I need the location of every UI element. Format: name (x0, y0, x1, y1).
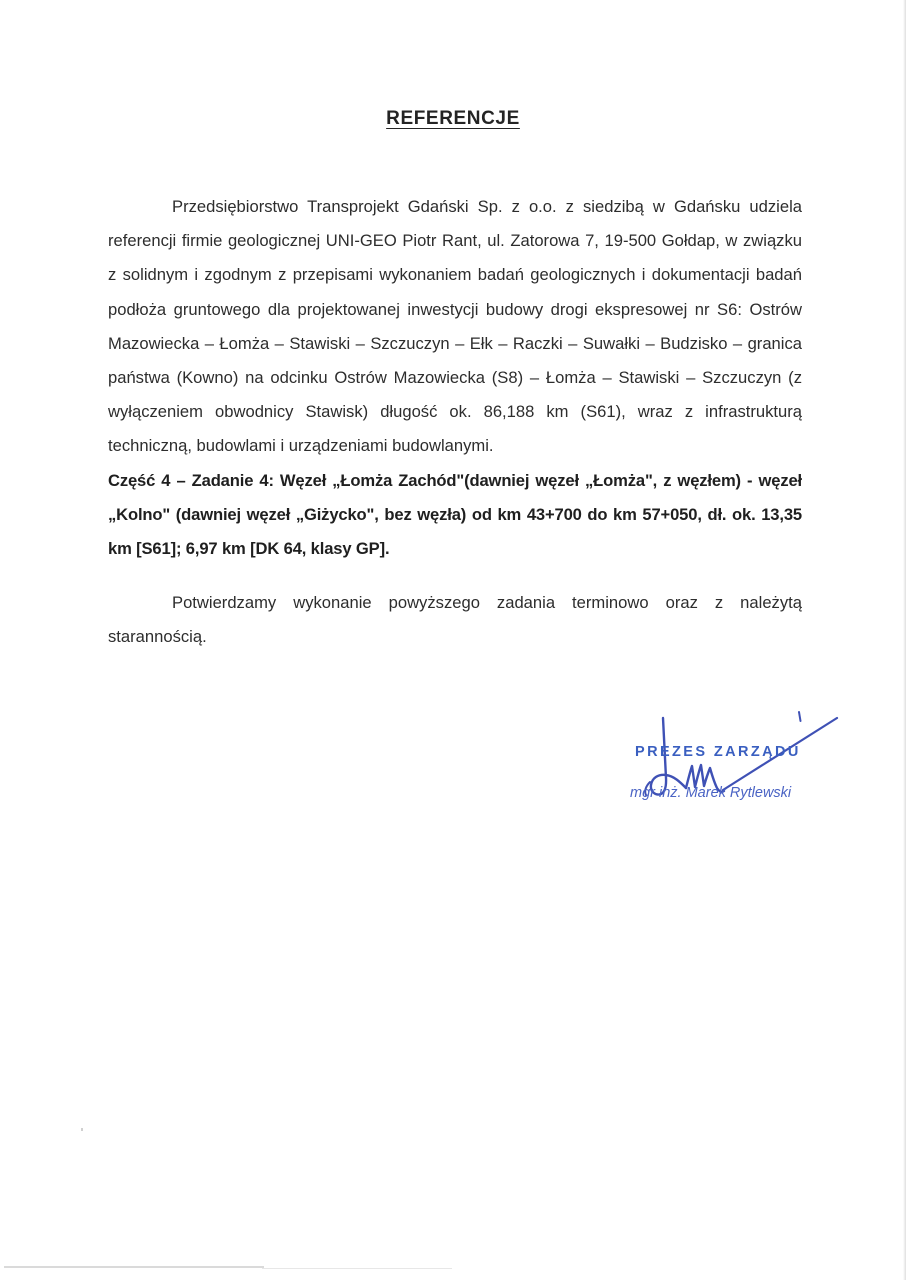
paragraph-scope: Część 4 – Zadanie 4: Węzeł „Łomża Zachód"(dawniej węzeł „Łomża", z węzłem) - węzeł „Kolno" (dawniej węzeł „Giżycko", bez węzła) od km 43+700 do km 57+050, dł. ok. 13,35 km [S61]; 6,97 km [DK 64, klasy GP]. (108, 470, 802, 559)
scan-edge-bottom (4, 1266, 264, 1268)
paragraph-closing: Potwierdzamy wykonanie powyższego zadania terminowo oraz z należytą starannością. (108, 593, 802, 647)
scan-artifact-speck (81, 1128, 83, 1131)
signature-role-label: PREZES ZARZĄDU (635, 744, 801, 760)
document-title-text: REFERENCJE (386, 108, 520, 129)
document-title (0, 108, 906, 130)
signature-name-label: mgr inż. Marek Rytlewski (630, 785, 792, 801)
document-body (108, 190, 802, 655)
paragraph-intro: Przedsiębiorstwo Transprojekt Gdański Sp. z o.o. z siedzibą w Gdańsku udziela referencji firmie geologicznej UNI-GEO Piotr Rant, ul. Zatorowa 7, 19-500 Gołdap, w związku z solidnym i zgodnym z przepisami wykonaniem badań geologicznych i dokumentacji badań podłoża gruntowego dla projektowanej inwestycji budowy drogi ekspresowej nr S6: Ostrów Mazowiecka – Łomża – Stawiski – Szczuczyn – Ełk – Raczki – Suwałki – Budzisko – granica państwa (Kowno) na odcinku Ostrów Mazowiecka (S8) – Łomża – Stawiski – Szczuczyn (z wyłączeniem obwodnicy Stawisk) długość ok. 86,188 km (S61), wraz z infrastrukturą techniczną, budowlami i urządzeniami budowlanymi. (108, 197, 802, 456)
signature-block (600, 690, 860, 825)
scan-edge-bottom-secondary (262, 1268, 452, 1269)
